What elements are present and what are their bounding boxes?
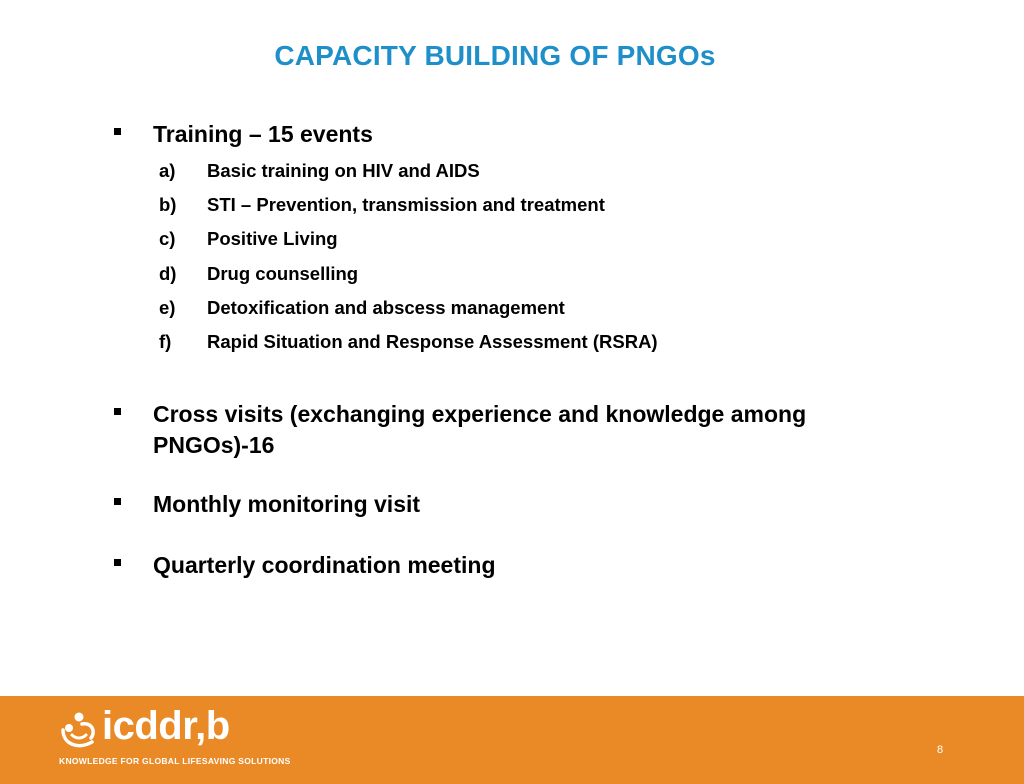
list-item-letter: e) <box>159 296 176 318</box>
list-item <box>159 156 658 190</box>
list-item-letter: a) <box>159 160 176 181</box>
list-item <box>159 224 658 258</box>
list-item-text: STI – Prevention, transmission and treatment <box>207 194 605 216</box>
list-item-letter: c) <box>159 228 176 250</box>
logo-wordmark: icddr,b <box>102 704 230 748</box>
list-item-text: Detoxification and abscess management <box>207 296 565 318</box>
list-item <box>159 293 658 327</box>
list-item <box>159 327 658 361</box>
bullet-text: Monthly monitoring visit <box>153 491 421 517</box>
square-bullet-icon <box>114 128 121 135</box>
training-sublist <box>159 156 658 361</box>
list-item-letter: b) <box>159 194 177 216</box>
list-item-text: Rapid Situation and Response Assessment (RSRA) <box>207 330 658 352</box>
list-item-letter: d) <box>159 262 177 284</box>
list-item-text: Positive Living <box>207 228 338 250</box>
icddrb-logo <box>58 706 308 770</box>
list-item-text: Basic training on HIV and AIDS <box>207 160 480 181</box>
bullet-text-line1: Cross visits (exchanging experience and knowledge among <box>153 401 807 427</box>
bullet-text: Training – 15 events <box>153 121 373 147</box>
slide-title: CAPACITY BUILDING OF PNGOs <box>274 40 716 71</box>
icddrb-emblem-icon <box>58 708 100 754</box>
list-item-letter: f) <box>159 330 172 352</box>
logo-tagline: KNOWLEDGE FOR GLOBAL LIFESAVING SOLUTIONS <box>59 756 291 766</box>
square-bullet-icon <box>114 559 121 566</box>
list-item <box>159 190 658 224</box>
list-item-text: Drug counselling <box>207 262 359 284</box>
bullet-text: Quarterly coordination meeting <box>153 552 496 578</box>
bullet-text-line2: PNGOs)-16 <box>153 432 275 458</box>
page-number: 8 <box>936 744 944 756</box>
square-bullet-icon <box>114 498 121 505</box>
square-bullet-icon <box>114 408 121 415</box>
list-item <box>159 259 658 293</box>
